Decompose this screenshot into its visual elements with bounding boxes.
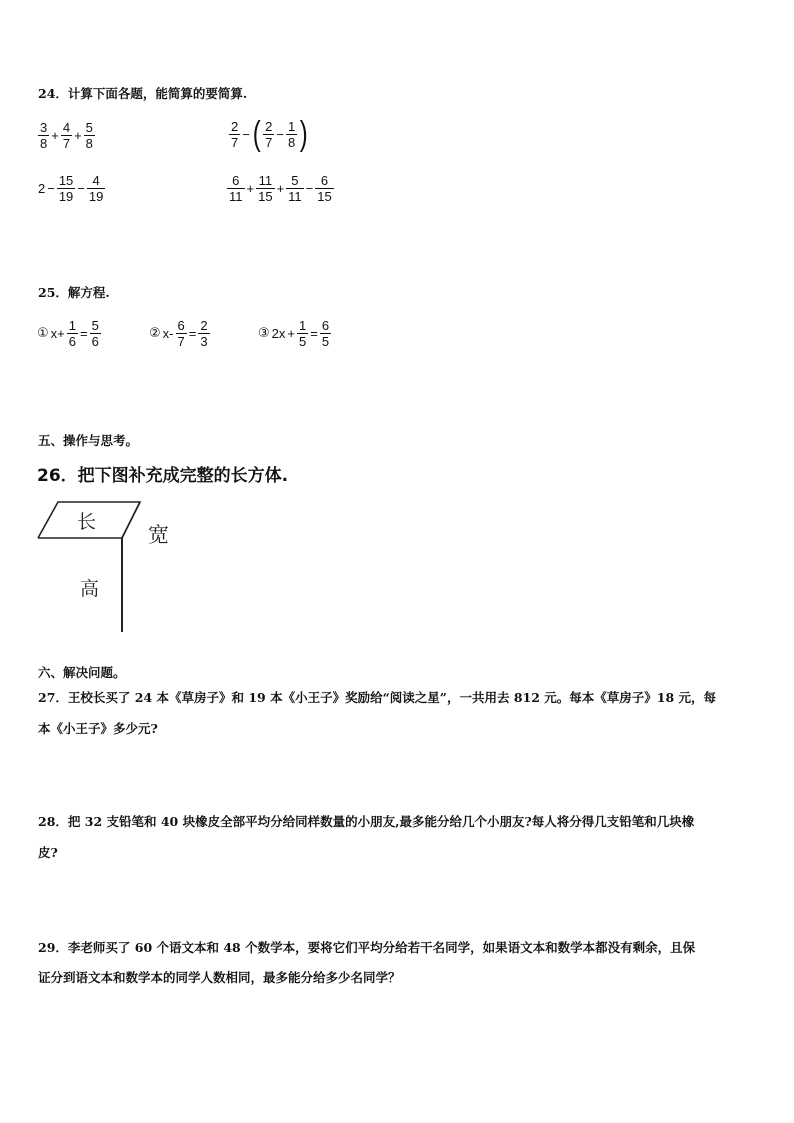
q24-expr-3: 2 − $\frac{15}{19}$ − $\frac{4}{19}$ xyxy=(38,173,104,204)
fraction: $\frac{1}{8}$ xyxy=(287,118,296,150)
q24-title: 24．计算下面各题，能简算的要简算. xyxy=(38,86,248,101)
q25-equation-2: ② x- $\frac{6}{7}$ = $\frac{2}{3}$ xyxy=(149,318,208,349)
fraction: $\frac{2}{7}$ xyxy=(265,118,273,150)
q25-title: 25．解方程. xyxy=(38,285,110,300)
q25-equation-1: ① x+ $\frac{1}{6}$ = $\frac{5}{6}$ xyxy=(37,318,99,349)
q28-text-line-1: 28．把 32 支铅笔和 40 块橡皮全部平均分给同样数量的小朋友,最多能分给几个小朋友?每人将分得几支铅笔和几块橡 xyxy=(38,814,695,829)
q26-title: 26．把下图补充成完整的长方体. xyxy=(37,466,289,486)
fraction: $\frac{5}{11}$ xyxy=(288,173,302,204)
left-paren: ( xyxy=(252,115,261,153)
fraction: $\frac{11}{15}$ xyxy=(258,173,273,204)
q27-text-line-1: 27．王校长买了 24 本《草房子》和 19 本《小王子》奖励给“阅读之星”，一共用去 812 元。每本《草房子》18 元，每 xyxy=(38,690,717,705)
label-length: 长 xyxy=(77,511,97,533)
section-6-heading: 六、解决问题。 xyxy=(38,665,126,680)
q28-text-line-2: 皮? xyxy=(38,845,58,860)
fraction: $\frac{3}{8}$ xyxy=(40,120,48,151)
q24-expr-4: $\frac{6}{11}$ + $\frac{11}{15}$ + $\frac{5}{11}$ − $\frac{6}{15}$ xyxy=(229,173,332,204)
section-5-heading: 五、操作与思考。 xyxy=(38,433,139,448)
fraction: $\frac{2}{7}$ xyxy=(231,118,239,150)
label-height: 高 xyxy=(80,578,100,600)
fraction: $\frac{15}{19}$ xyxy=(58,173,74,204)
cuboid-figure xyxy=(30,492,200,642)
fraction: $\frac{1}{6}$ xyxy=(68,318,76,349)
q29-text-line-2: 证分到语文本和数学本的同学人数相同，最多能分给多少名同学？ xyxy=(38,970,401,985)
right-paren: ) xyxy=(299,115,308,153)
fraction: $\frac{4}{7}$ xyxy=(62,120,71,151)
fraction: $\frac{1}{5}$ xyxy=(298,318,307,349)
fraction: $\frac{5}{6}$ xyxy=(91,318,99,349)
fraction: $\frac{6}{5}$ xyxy=(321,318,330,349)
fraction: $\frac{5}{8}$ xyxy=(85,120,93,151)
fraction: $\frac{2}{3}$ xyxy=(200,318,208,349)
q29-text-line-1: 29．李老师买了 60 个语文本和 48 个数学本，要将它们平均分给若干名同学，如果语文本和数学本都没有剩余，且保 xyxy=(38,940,696,955)
fraction: $\frac{6}{7}$ xyxy=(177,318,185,349)
fraction: $\frac{4}{19}$ xyxy=(88,173,104,204)
q24-expr-1: $\frac{3}{8}$ + $\frac{4}{7}$ + $\frac{5}{8}$ xyxy=(40,120,93,151)
label-width: 宽 xyxy=(148,523,169,547)
right-slant-edge xyxy=(122,502,140,538)
q27-text-line-2: 本《小王子》多少元? xyxy=(38,721,158,736)
fraction: $\frac{6}{11}$ xyxy=(229,173,243,204)
q24-expr-2: $\frac{2}{7}$ − ( $\frac{2}{7}$ − $\frac{1}{8}$ ) xyxy=(231,115,308,153)
q25-equation-3: ③ 2x + $\frac{1}{5}$ = $\frac{6}{5}$ xyxy=(258,318,330,349)
fraction: $\frac{6}{15}$ xyxy=(317,173,332,204)
